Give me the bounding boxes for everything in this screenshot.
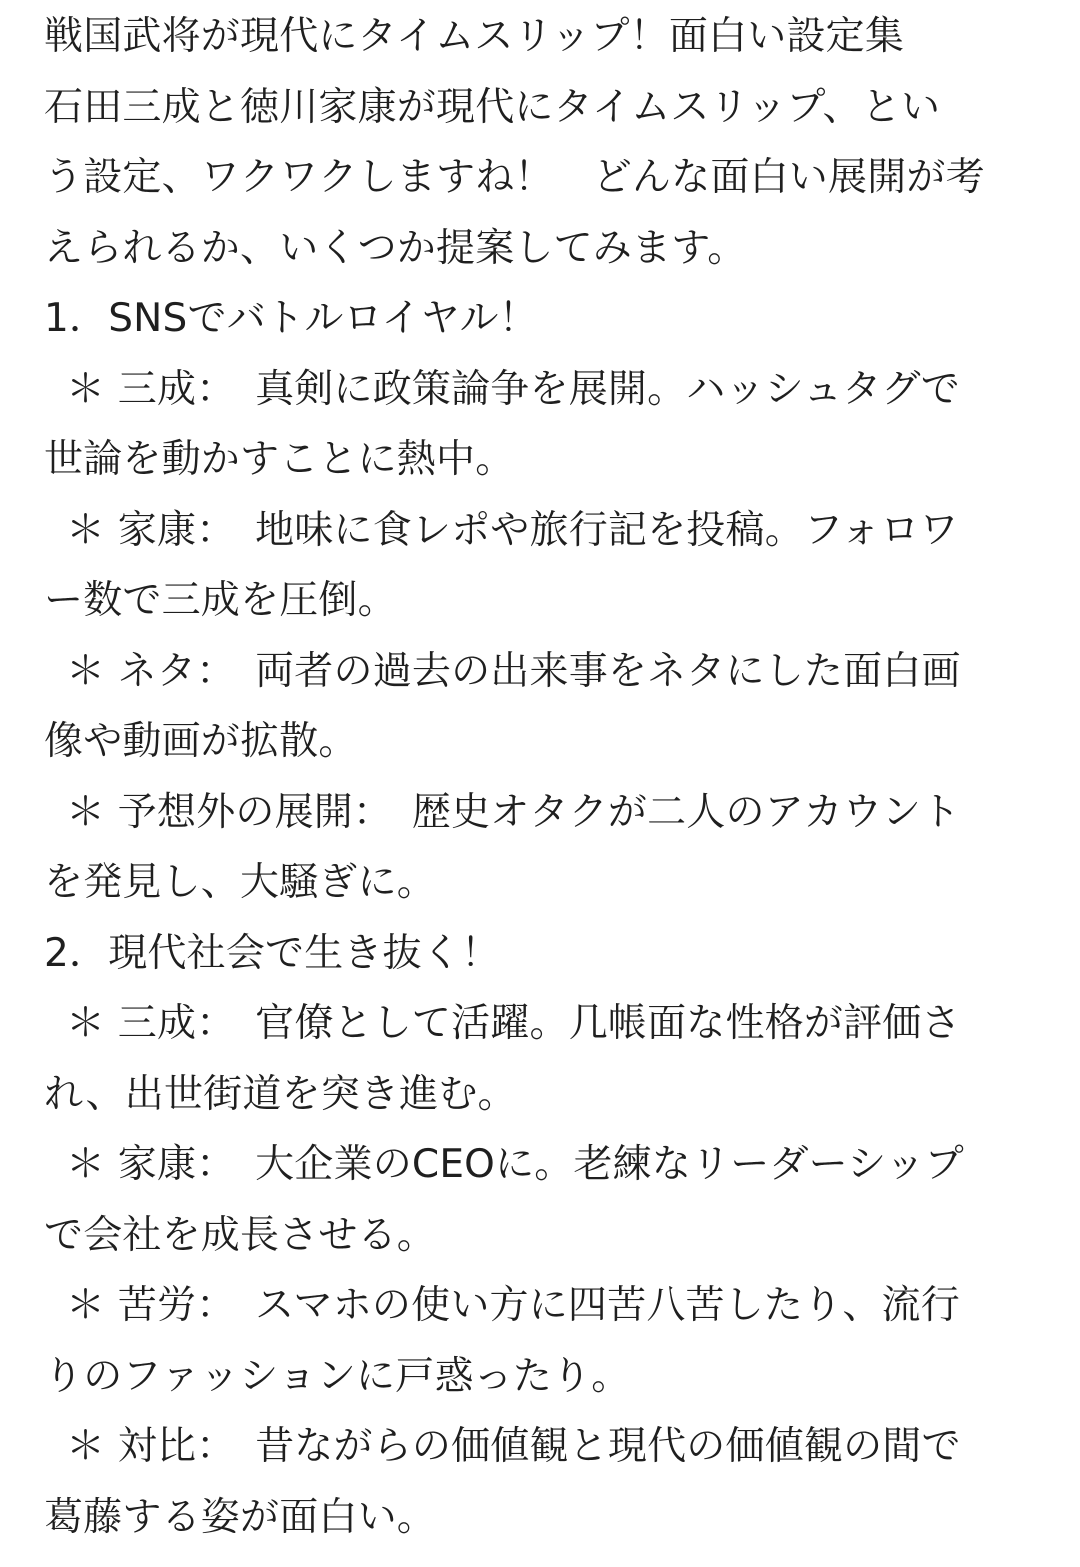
list-item-continuation: 像や動画が拡散。 bbox=[44, 719, 358, 764]
list-item-continuation: りのファッションに戸惑ったり。 bbox=[44, 1353, 631, 1399]
intro-line: えられるか、いくつか提案してみます。 bbox=[44, 225, 747, 271]
list-item: ＊ ネタ： 両者の過去の出来事をネタにした面白画 bbox=[66, 648, 961, 694]
list-item: ＊ 三成： 官僚として活躍。几帳面な性格が評価さ bbox=[66, 1001, 961, 1046]
list-item-continuation: 葛藤する姿が面白い。 bbox=[44, 1494, 437, 1540]
list-item: ＊ 家康： 大企業のCEOに。老練なリーダーシップ bbox=[66, 1142, 964, 1187]
list-item-continuation: を発見し、大騒ぎに。 bbox=[44, 860, 437, 905]
list-item-continuation: 世論を動かすことに熱中。 bbox=[44, 437, 515, 482]
list-item: ＊ 対比： 昔ながらの価値観と現代の価値観の間で bbox=[66, 1424, 961, 1469]
list-item-continuation: ー数で三成を圧倒。 bbox=[44, 578, 397, 623]
list-item-continuation: れ、出世街道を突き進む。 bbox=[44, 1071, 517, 1117]
list-item: ＊ 予想外の展開： 歴史オタクが二人のアカウント bbox=[66, 789, 961, 835]
intro-line: う設定、ワクワクしますね！ どんな面白い展開が考 bbox=[44, 155, 985, 200]
intro-line: 石田三成と徳川家康が現代にタイムスリップ、とい bbox=[44, 84, 941, 130]
list-item: ＊ 苦労： スマホの使い方に四苦八苦したり、流行 bbox=[66, 1283, 960, 1328]
document-title: 戦国武将が現代にタイムスリップ！面白い設定集 bbox=[44, 14, 905, 59]
list-item-continuation: で会社を成長させる。 bbox=[44, 1212, 437, 1258]
list-item: ＊ 家康： 地味に食レポや旅行記を投稿。フォロワ bbox=[66, 507, 959, 553]
list-item: ＊ 三成： 真剣に政策論争を展開。ハッシュタグで bbox=[66, 366, 960, 412]
section-heading-sns: 1．SNSでバトルロイヤル！ bbox=[44, 296, 538, 341]
section-heading-modern-society: 2．現代社会で生き抜く！ bbox=[44, 930, 501, 976]
